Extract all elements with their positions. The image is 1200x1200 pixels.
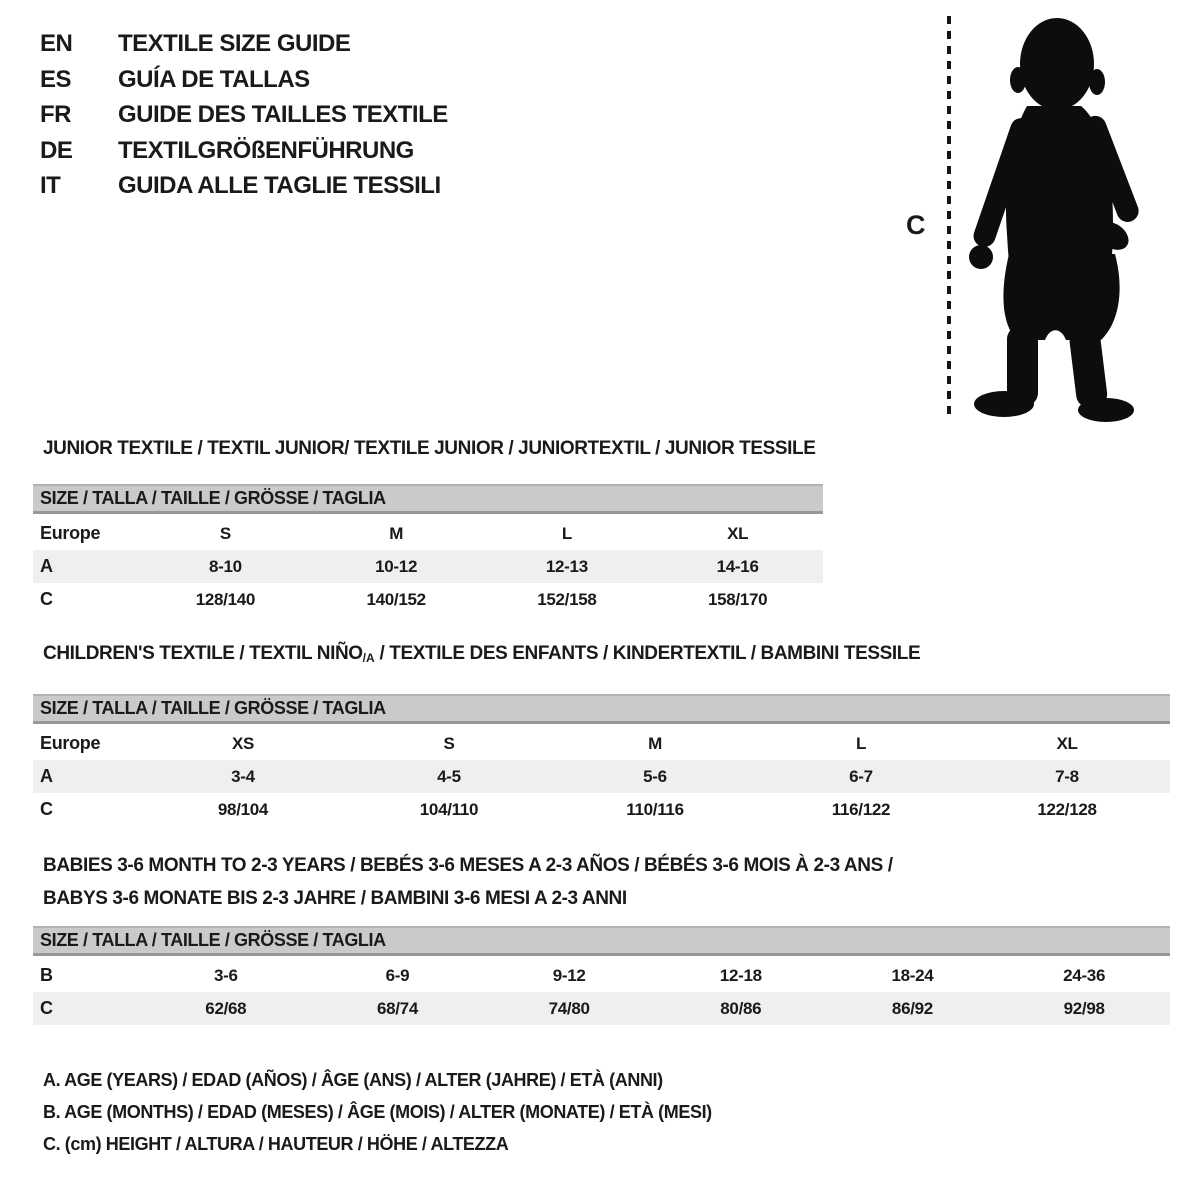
table-cell: 92/98: [1063, 998, 1105, 1018]
table-cell: 140/152: [366, 589, 426, 609]
table-cell: 110/116: [626, 799, 684, 819]
lang-code: FR: [40, 101, 71, 128]
lang-code: ES: [40, 65, 72, 93]
children-section-title: [43, 642, 1170, 670]
table-cell: L: [855, 733, 867, 753]
table-cell: 7-8: [1055, 766, 1079, 786]
row-label: B: [40, 965, 53, 985]
table-cell: 6-9: [385, 965, 410, 985]
table-cell: 3-6: [213, 965, 238, 985]
table-cell: 86/92: [891, 998, 933, 1018]
table-cell: 158/170: [707, 589, 768, 609]
babies-size-table: [33, 959, 1170, 1025]
children-title-rest: / TEXTILE DES ENFANTS / KINDERTEXTIL / BAMBINI TESSILE: [374, 643, 921, 664]
table-row: [33, 959, 1170, 992]
table-cell: L: [561, 523, 572, 543]
babies-textile-section: [33, 849, 1170, 1025]
table-cell: 98/104: [217, 799, 269, 819]
row-label: A: [40, 766, 53, 786]
size-header-bar: SIZE / TALLA / TAILLE / GRÖSSE / TAGLIA: [33, 694, 1170, 724]
guide-title-en: TEXTILE SIZE GUIDE: [118, 30, 351, 57]
row-label: C: [40, 589, 53, 609]
legend-age-months: B. AGE (MONTHS) / EDAD (MESES) / ÂGE (MOIS) / ALTER (MONATE) / ETÀ (MESI): [43, 1102, 712, 1122]
children-title-sub: /A: [362, 651, 375, 665]
table-cell: 62/68: [205, 998, 247, 1018]
children-size-table: [33, 727, 1170, 826]
table-cell: XL: [727, 523, 749, 543]
table-cell: 74/80: [548, 998, 590, 1018]
row-label: A: [40, 556, 53, 576]
table-cell: XS: [231, 733, 255, 753]
table-cell: 3-4: [231, 766, 255, 786]
height-dashed-line: [947, 16, 951, 418]
children-textile-section: [33, 642, 1170, 826]
legend-age-years: A. AGE (YEARS) / EDAD (AÑOS) / ÂGE (ANS) / ALTER (JAHRE) / ETÀ (ANNI): [43, 1070, 663, 1090]
table-cell: 104/110: [419, 799, 479, 819]
table-cell: 5-6: [643, 766, 667, 786]
babies-section-title: [43, 849, 1170, 915]
toddler-silhouette-icon: [955, 14, 1150, 426]
table-row: [33, 517, 823, 550]
children-title-main: CHILDREN'S TEXTILE / TEXTIL NIÑO: [43, 643, 363, 664]
table-cell: 4-5: [437, 766, 461, 786]
height-measure-label: C: [906, 210, 926, 240]
lang-row-it: [40, 168, 448, 204]
row-label: Europe: [40, 733, 101, 753]
language-title-list: [40, 26, 448, 204]
table-cell: S: [219, 523, 231, 543]
table-cell: 68/74: [376, 998, 418, 1018]
table-row: [33, 760, 1170, 793]
junior-section-title: JUNIOR TEXTILE / TEXTIL JUNIOR/ TEXTILE JUNIOR / JUNIORTEXTIL / JUNIOR TESSILE: [43, 438, 816, 459]
table-cell: 6-7: [849, 766, 873, 786]
table-cell: 128/140: [195, 589, 256, 609]
table-cell: S: [443, 733, 455, 753]
row-label: C: [40, 998, 53, 1018]
babies-title-line1: BABIES 3-6 MONTH TO 2-3 YEARS / BEBÉS 3-6 MESES A 2-3 AÑOS / BÉBÉS 3-6 MOIS À 2-3 ANS /: [43, 855, 893, 876]
table-cell: 24-36: [1063, 965, 1106, 985]
table-cell: 12-13: [545, 556, 588, 576]
table-row: [33, 583, 823, 616]
junior-size-table: [33, 517, 823, 616]
table-row: [33, 727, 1170, 760]
lang-row-fr: [40, 97, 448, 133]
table-cell: M: [648, 733, 662, 753]
table-cell: 14-16: [716, 556, 759, 576]
table-cell: XL: [1056, 733, 1078, 753]
row-label: Europe: [40, 523, 101, 543]
lang-row-es: [40, 62, 448, 98]
table-cell: 80/86: [720, 998, 762, 1018]
table-cell: 122/128: [1037, 799, 1097, 819]
guide-title-it: GUIDA ALLE TAGLIE TESSILI: [118, 172, 441, 199]
table-cell: 12-18: [719, 965, 762, 985]
table-row: [33, 992, 1170, 1025]
guide-title-de: TEXTILGRÖßENFÜHRUNG: [118, 136, 414, 164]
lang-row-de: [40, 133, 448, 169]
table-cell: 10-12: [375, 556, 418, 576]
table-row: [33, 793, 1170, 826]
size-header-bar: SIZE / TALLA / TAILLE / GRÖSSE / TAGLIA: [33, 926, 1170, 956]
lang-code: DE: [40, 136, 73, 164]
guide-title-es: GUÍA DE TALLAS: [118, 65, 310, 93]
table-cell: 9-12: [552, 965, 586, 985]
table-cell: 116/122: [831, 799, 891, 819]
size-header-bar: SIZE / TALLA / TAILLE / GRÖSSE / TAGLIA: [33, 484, 823, 514]
legend-height: C. (cm) HEIGHT / ALTURA / HAUTEUR / HÖHE / ALTEZZA: [43, 1134, 509, 1154]
lang-row-en: [40, 26, 448, 62]
lang-code: EN: [40, 30, 73, 57]
table-row: [33, 550, 823, 583]
legend: [43, 1064, 712, 1160]
table-cell: 18-24: [891, 965, 934, 985]
lang-code: IT: [40, 172, 61, 199]
guide-title-fr: GUIDE DES TAILLES TEXTILE: [118, 101, 448, 128]
row-label: C: [40, 799, 53, 819]
junior-textile-section: [33, 437, 823, 616]
table-cell: 8-10: [208, 556, 242, 576]
babies-title-line2: BABYS 3-6 MONATE BIS 2-3 JAHRE / BAMBINI 3-6 MESI A 2-3 ANNI: [43, 888, 627, 909]
table-cell: M: [389, 523, 404, 543]
table-cell: 152/158: [537, 589, 597, 609]
